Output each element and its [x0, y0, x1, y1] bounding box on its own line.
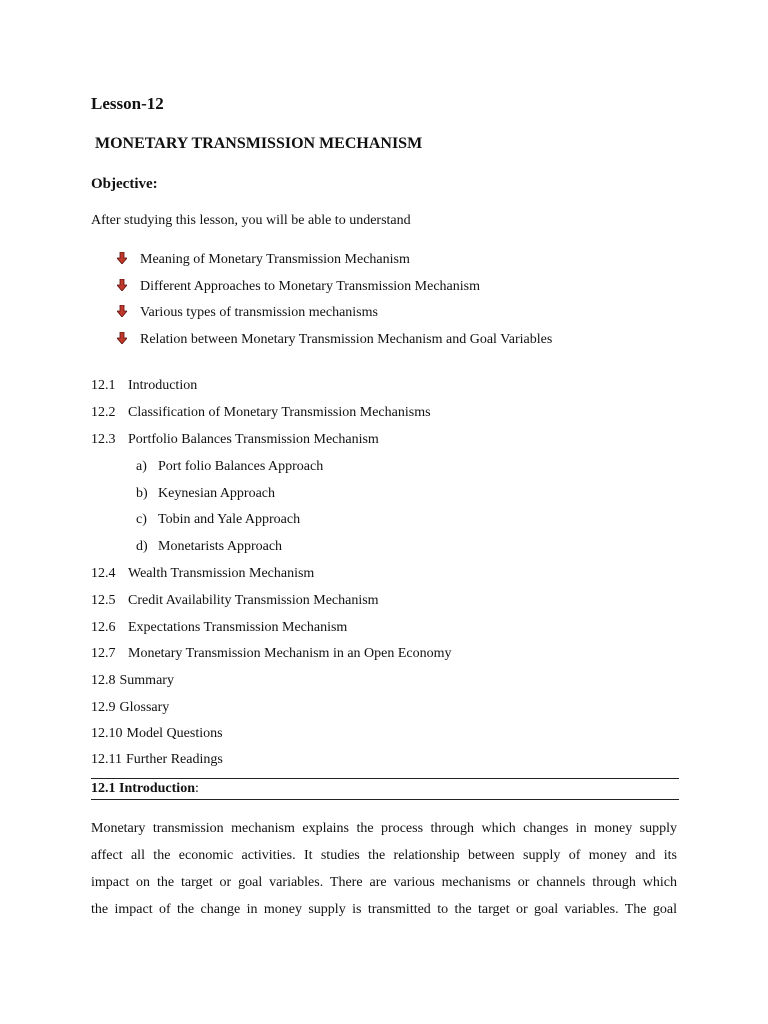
toc-label: Keynesian Approach [158, 486, 276, 501]
toc-label: Classification of Monetary Transmission Mechanisms [128, 405, 431, 420]
toc-label: Introduction [128, 378, 198, 393]
toc-item [91, 646, 452, 662]
section-heading-colon: : [194, 781, 199, 796]
toc-label: Port folio Balances Approach [158, 459, 324, 474]
toc-subitem [136, 539, 282, 555]
objective-intro: After studying this lesson, you will be able to understand [91, 213, 411, 228]
toc-number: 12.4 [91, 566, 116, 581]
toc-subitem [136, 486, 275, 502]
toc-item [91, 405, 431, 421]
toc-item [91, 593, 379, 609]
toc-label: Summary [119, 673, 174, 688]
toc-number: 12.2 [91, 405, 116, 420]
arrow-bullet-icon [117, 332, 127, 344]
toc-number: 12.6 [91, 620, 116, 635]
objective-text: Various types of transmission mechanisms [140, 305, 378, 320]
toc-number: 12.11 [91, 752, 122, 767]
toc-item [91, 620, 347, 636]
toc-label: Monetarists Approach [158, 539, 283, 554]
arrow-bullet-icon [117, 305, 127, 317]
paragraph-line: the impact of the change in money supply is transmitted to the target or goal variables. The goal [91, 902, 677, 917]
toc-subitem [136, 459, 323, 475]
toc-item [91, 378, 197, 394]
section-rule-top [91, 778, 679, 779]
toc-label: Credit Availability Transmission Mechanism [128, 593, 379, 608]
paragraph-line: affect all the economic activities. It studies the relationship between supply of money and its [91, 848, 677, 863]
section-heading-text: 12.1 Introduction [91, 781, 195, 796]
paragraph-line: impact on the target or goal variables. There are various mechanisms or channels through which [91, 875, 677, 890]
objective-item [117, 305, 378, 321]
toc-number: 12.8 [91, 673, 116, 688]
toc-label: Further Readings [125, 752, 223, 767]
toc-label: Expectations Transmission Mechanism [128, 620, 348, 635]
arrow-bullet-icon [117, 279, 127, 291]
objective-text: Meaning of Monetary Transmission Mechanism [140, 252, 410, 267]
objective-heading: Objective: [91, 176, 158, 192]
objective-item [117, 252, 410, 268]
toc-letter: b) [136, 486, 148, 501]
section-rule-bottom [91, 799, 679, 800]
toc-label: Tobin and Yale Approach [158, 512, 301, 527]
toc-item [91, 432, 379, 448]
objective-text: Different Approaches to Monetary Transmission Mechanism [140, 279, 480, 294]
lesson-number: Lesson-12 [91, 94, 164, 113]
section-heading [91, 781, 199, 797]
toc-number: 12.9 [91, 700, 116, 715]
page-title: MONETARY TRANSMISSION MECHANISM [95, 135, 423, 152]
toc-label: Monetary Transmission Mechanism in an Open Economy [128, 646, 452, 661]
toc-number: 12.7 [91, 646, 116, 661]
toc-number: 12.3 [91, 432, 116, 447]
toc-letter: d) [136, 539, 148, 554]
toc-item [91, 566, 314, 582]
toc-number: 12.1 [91, 378, 116, 393]
toc-label: Wealth Transmission Mechanism [128, 566, 315, 581]
toc-subitem [136, 512, 300, 528]
toc-item [91, 673, 174, 689]
toc-label: Portfolio Balances Transmission Mechanism [128, 432, 379, 447]
toc-item [91, 726, 223, 742]
intro-paragraph [91, 815, 677, 923]
objective-item [117, 279, 480, 295]
toc-number: 12.5 [91, 593, 116, 608]
toc-number: 12.10 [91, 726, 123, 741]
objective-text: Relation between Monetary Transmission Mechanism and Goal Variables [140, 332, 553, 347]
toc-item [91, 752, 223, 768]
toc-label: Glossary [119, 700, 170, 715]
toc-letter: c) [136, 512, 147, 527]
toc-letter: a) [136, 459, 147, 474]
arrow-bullet-icon [117, 252, 127, 264]
paragraph-line: Monetary transmission mechanism explains the process through which changes in money supply [91, 821, 677, 836]
toc-label: Model Questions [126, 726, 223, 741]
objective-item [117, 332, 552, 348]
toc-item [91, 700, 169, 716]
